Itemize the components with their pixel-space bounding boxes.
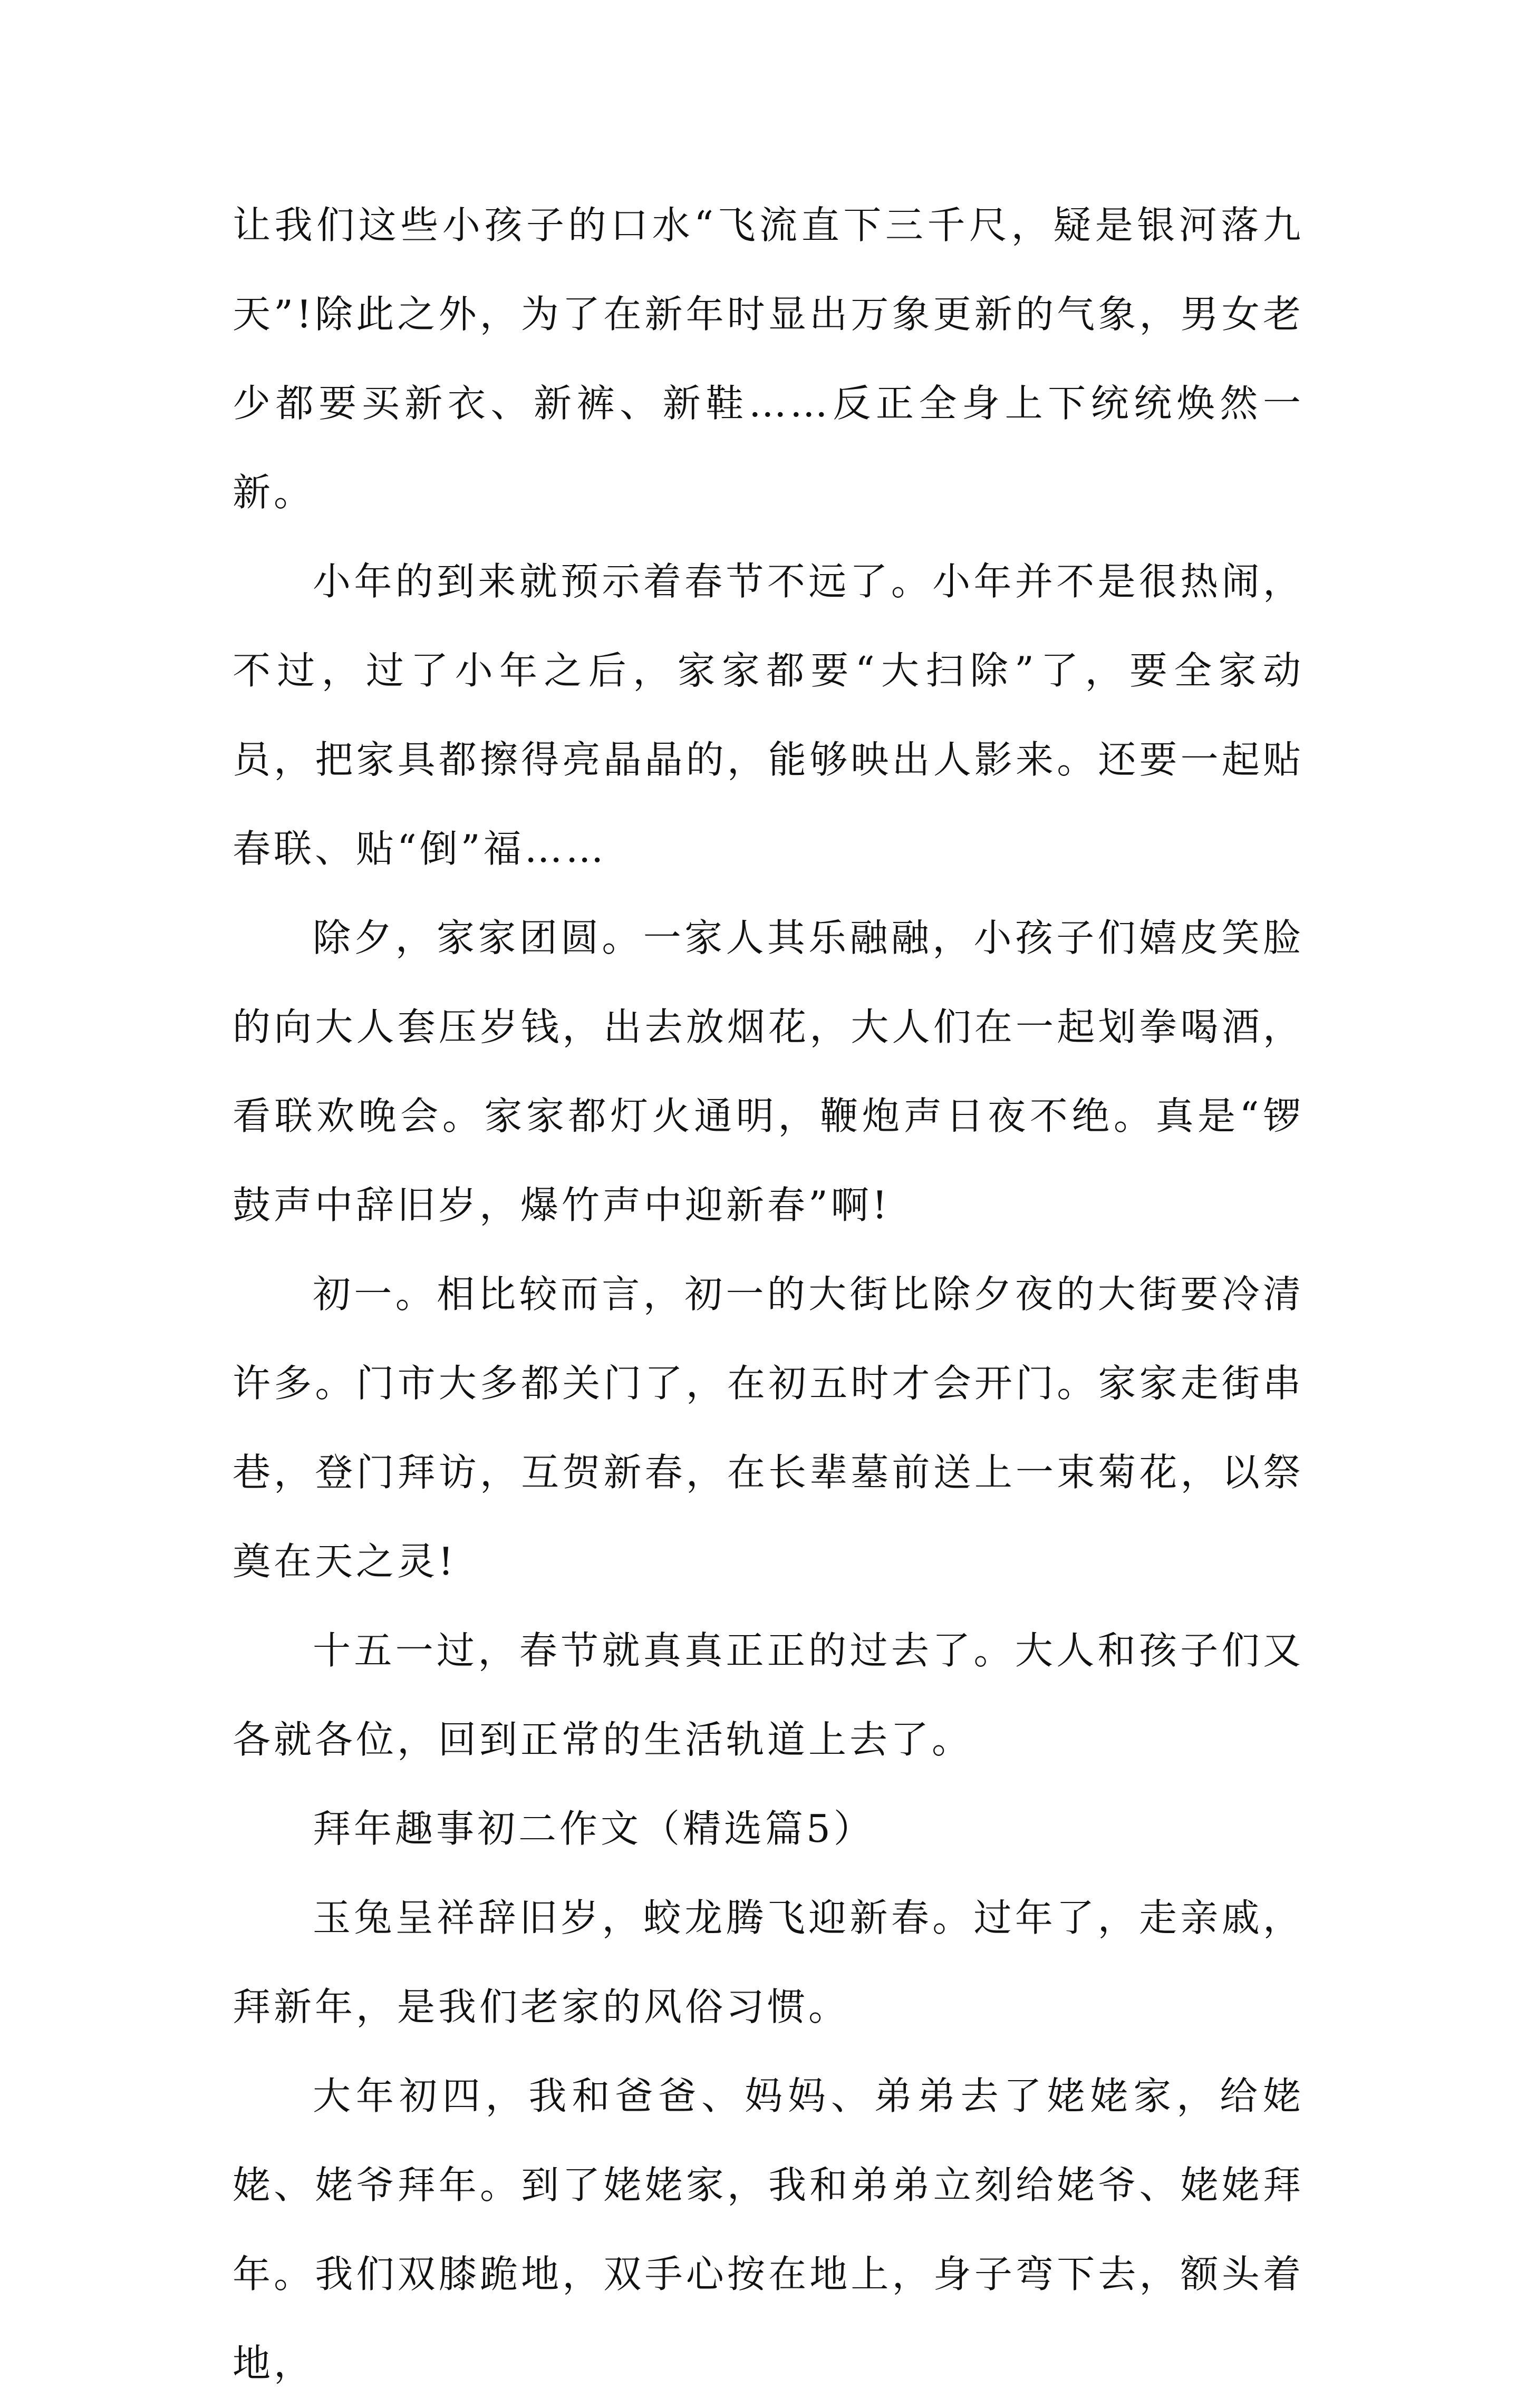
paragraph-5: 十五一过，春节就真真正正的过去了。大人和孩子们又各就各位，回到正常的生活轨道上去了。 [233,1628,1304,1762]
paragraph-3: 除夕，家家团圆。一家人其乐融融，小孩子们嬉皮笑脸的向大人套压岁钱，出去放烟花，大人们在一起划拳喝酒，看联欢晚会。家家都灯火通明，鞭炮声日夜不绝。真是“锣鼓声中辞旧岁，爆竹声中迎新春”啊! [233,916,1304,1227]
paragraph-4: 初一。相比较而言，初一的大街比除夕夜的大街要冷清许多。门市大多都关门了，在初五时才会开门。家家走街串巷，登门拜访，互贺新春，在长辈墓前送上一束菊花，以祭奠在天之灵! [233,1272,1304,1584]
paragraph-2: 小年的到来就预示着春节不远了。小年并不是很热闹，不过，过了小年之后，家家都要“大扫除”了，要全家动员，把家具都擦得亮晶晶的，能够映出人影来。还要一起贴春联、贴“倒”福…… [233,559,1304,871]
section-heading: 拜年趣事初二作文（精选篇5） [313,1807,875,1851]
paragraph-7: 大年初四，我和爸爸、妈妈、弟弟去了姥姥家，给姥姥、姥爷拜年。到了姥姥家，我和弟弟立刻给姥爷、姥姥拜年。我们双膝跪地，双手心按在地上，身子弯下去，额头着地， [233,2074,1304,2385]
document-body [233,181,1304,2408]
paragraph-6: 玉兔呈祥辞旧岁，蛟龙腾飞迎新春。过年了，走亲戚，拜新年，是我们老家的风俗习惯。 [233,1896,1304,2029]
paragraph-1: 让我们这些小孩子的口水“飞流直下三千尺，疑是银河落九天”!除此之外，为了在新年时显出万象更新的气象，男女老少都要买新衣、新裤、新鞋……反正全身上下统统焕然一新。 [233,203,1304,514]
